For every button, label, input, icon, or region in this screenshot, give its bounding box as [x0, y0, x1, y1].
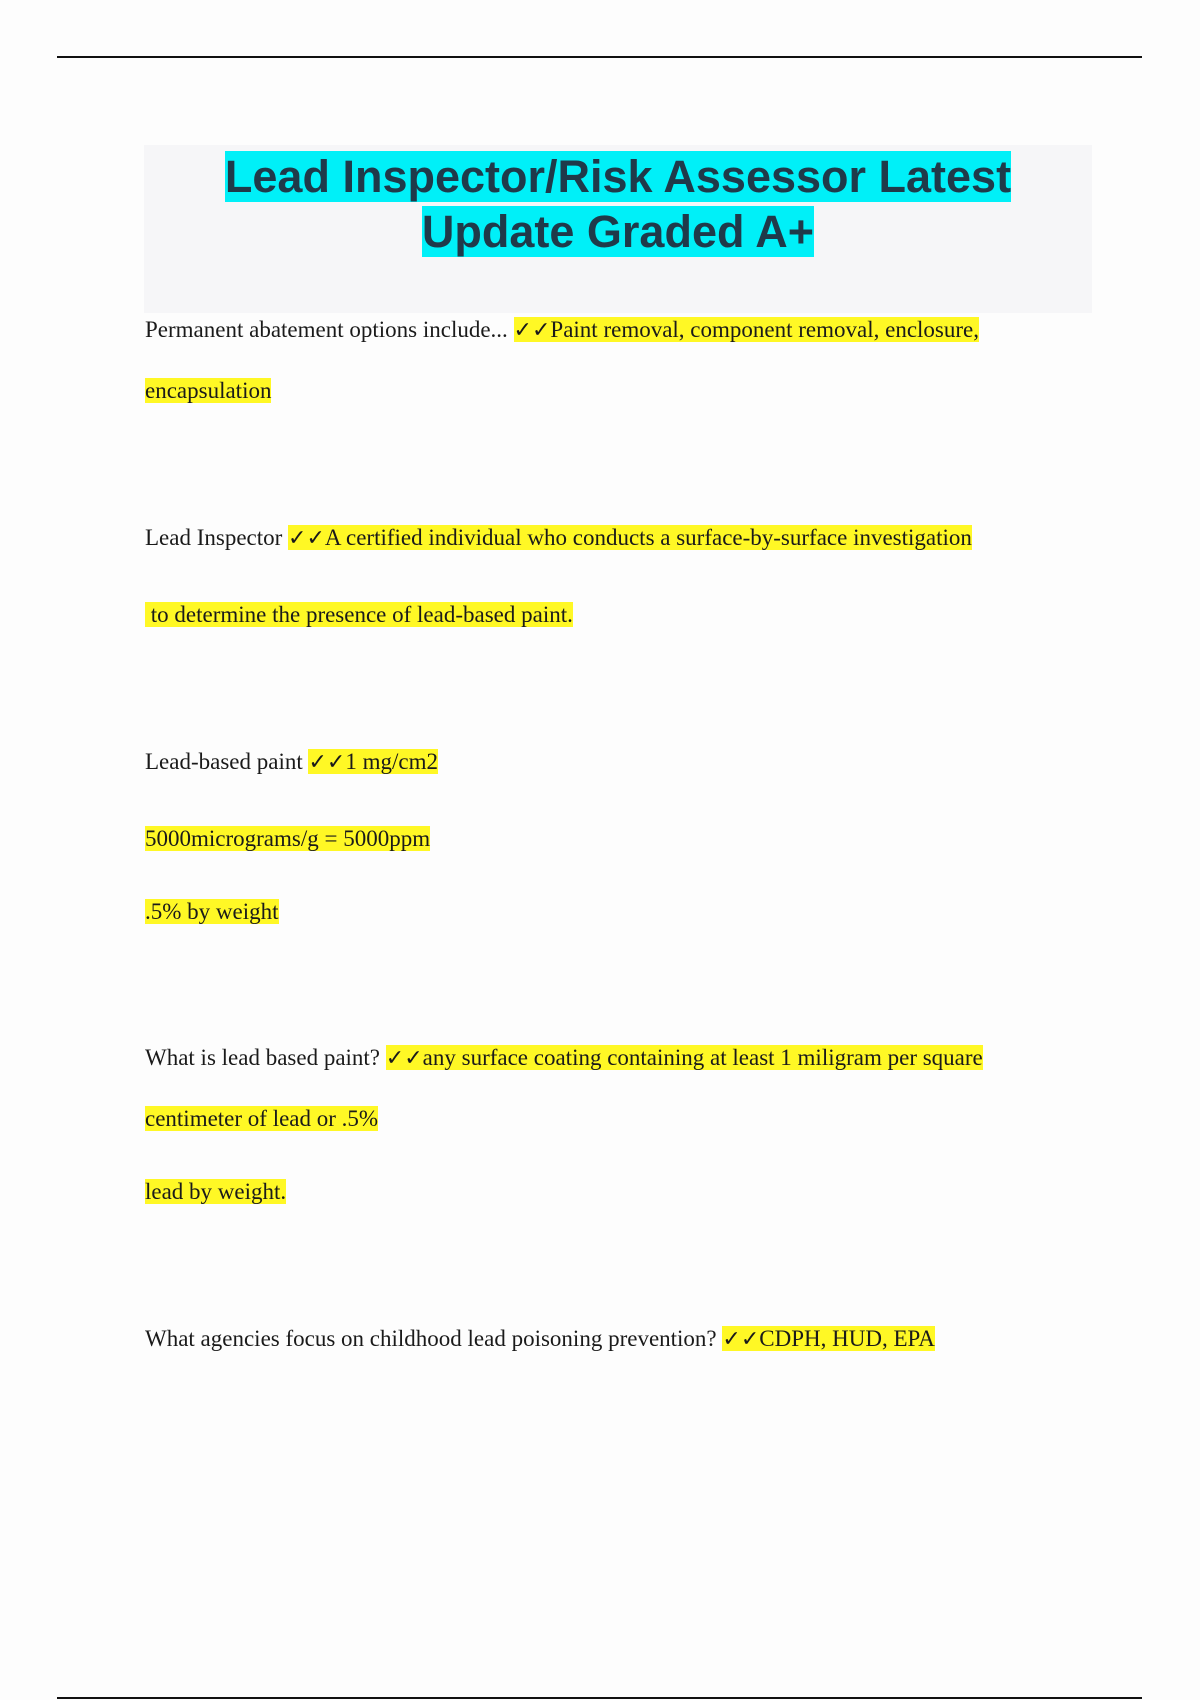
top-rule [57, 56, 1142, 58]
answer-text: A certified individual who conducts a surface-by-surface investigation [324, 525, 972, 550]
answer-text: .5% by weight [145, 899, 279, 924]
answer-text: 5000micrograms/g = 5000ppm [145, 826, 431, 851]
answer-text: to determine the presence of lead-based paint. [145, 602, 573, 627]
qa-item-4-line-3 [145, 1178, 286, 1206]
qa-item-3-line-1 [145, 748, 438, 777]
title-line-1: Lead Inspector/Risk Assessor Latest [224, 151, 1012, 202]
check-mark-icon: ✓✓ [385, 1046, 423, 1071]
answer-highlight [514, 317, 979, 342]
answer-text: centimeter of lead or .5% [145, 1106, 379, 1131]
question-text: Permanent abatement options include... [145, 317, 508, 342]
qa-item-4-line-2 [145, 1105, 378, 1133]
qa-item-2-line-2 [145, 601, 573, 629]
question-text: What agencies focus on childhood lead poisoning prevention? [145, 1326, 717, 1351]
answer-text: lead by weight. [145, 1179, 287, 1204]
check-mark-icon: ✓✓ [722, 1327, 760, 1352]
bottom-rule [57, 1697, 1142, 1699]
answer-highlight [288, 525, 972, 550]
qa-item-2-line-1 [145, 524, 972, 553]
document-title [144, 145, 1092, 259]
check-mark-icon: ✓✓ [513, 318, 551, 343]
question-text: Lead-based paint [145, 749, 303, 774]
answer-text: CDPH, HUD, EPA [759, 1326, 935, 1351]
question-text: What is lead based paint? [145, 1045, 381, 1070]
qa-item-3-line-3 [145, 898, 279, 926]
check-mark-icon: ✓✓ [288, 526, 325, 551]
title-line-2: Update Graded A+ [421, 206, 815, 257]
answer-highlight [386, 1045, 983, 1070]
answer-text: any surface coating containing at least 1 miligram per square [422, 1045, 983, 1070]
qa-item-4-line-1 [145, 1044, 983, 1073]
check-mark-icon: ✓✓ [308, 750, 346, 775]
qa-item-5-line-1 [145, 1325, 935, 1354]
qa-item-1-line-1 [145, 316, 979, 345]
question-text: Lead Inspector [145, 525, 283, 550]
answer-text: 1 mg/cm2 [345, 749, 438, 774]
qa-item-1-line-2 [145, 377, 271, 405]
qa-item-3-line-2 [145, 825, 430, 853]
answer-text: Paint removal, component removal, enclosure, [550, 317, 979, 342]
title-box [144, 145, 1092, 313]
answer-text: encapsulation [145, 378, 272, 403]
answer-highlight [308, 749, 438, 774]
answer-highlight [722, 1326, 934, 1351]
